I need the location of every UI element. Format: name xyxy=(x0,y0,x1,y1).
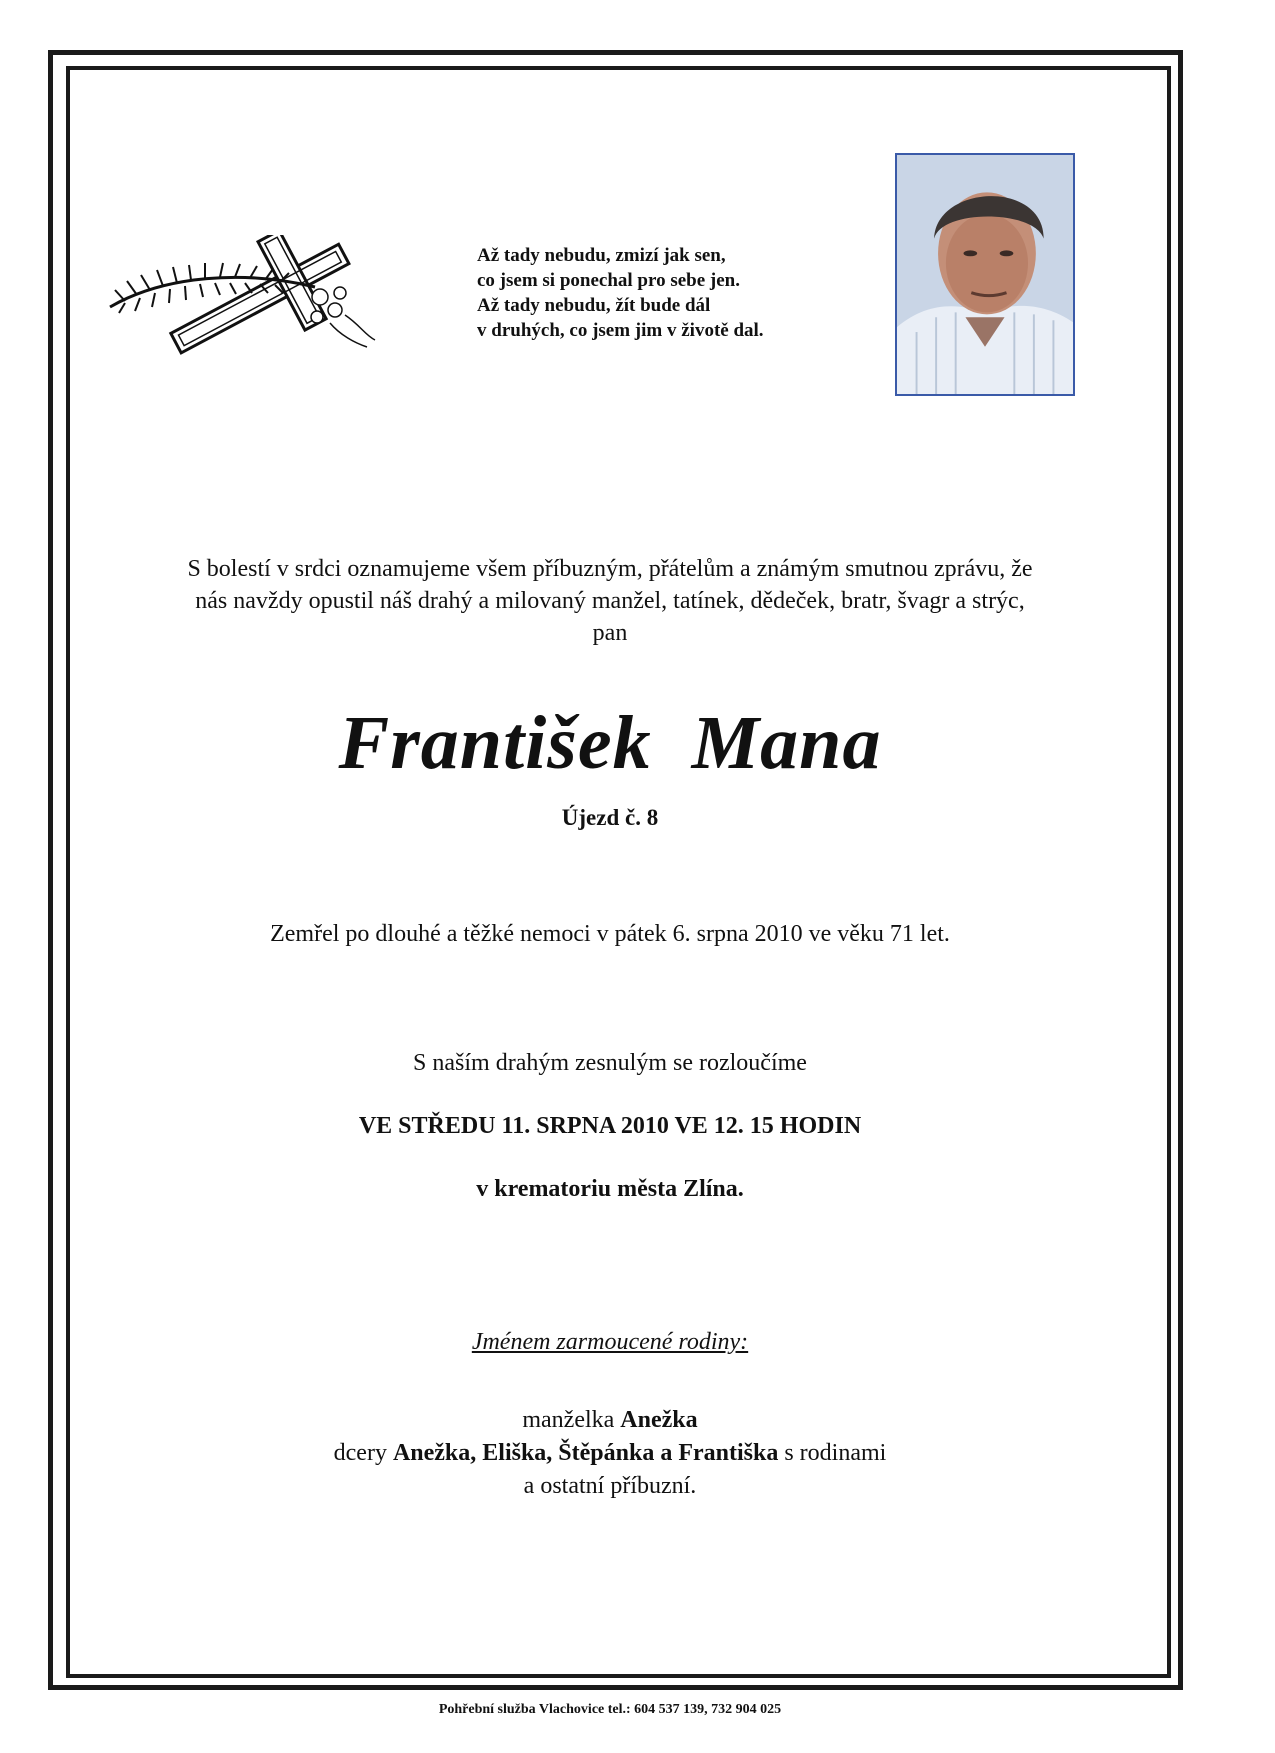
deceased-address: Újezd č. 8 xyxy=(561,805,659,830)
intro-line: nás navždy opustil náš drahý a milovaný manžel, tatínek, dědeček, bratr, švagr a strýc, xyxy=(195,588,1025,614)
wife-name: Anežka xyxy=(620,1407,698,1433)
farewell-date: VE STŘEDU 11. SRPNA 2010 VE 12. 15 HODIN xyxy=(358,1113,862,1139)
family-others-line: a ostatní příbuzní. xyxy=(523,1473,697,1499)
family-list xyxy=(0,1404,1220,1503)
death-notice: Zemřel po dlouhé a těžké nemoci v pátek 6. srpna 2010 ve věku 71 let. xyxy=(270,921,950,947)
funeral-service-footer: Pohřební služba Vlachovice tel.: 604 537 139, 732 904 025 xyxy=(438,1702,782,1717)
poem-line: co jsem si ponechal pro sebe jen. xyxy=(477,270,740,291)
family-wife-line xyxy=(0,1404,1220,1437)
farewell-intro: S naším drahým zesnulým se rozloučíme xyxy=(413,1050,807,1076)
wife-prefix: manželka xyxy=(522,1407,621,1433)
portrait-photo xyxy=(895,153,1075,396)
family-daughters-line xyxy=(0,1437,1220,1470)
cross-with-palm-branch-icon xyxy=(105,235,385,355)
daughters-prefix: dcery xyxy=(333,1440,393,1466)
family-header: Jménem zarmoucené rodiny: xyxy=(471,1329,749,1355)
daughters-names: Anežka, Eliška, Štěpánka a Františka xyxy=(392,1440,779,1466)
farewell-place: v krematoriu města Zlína. xyxy=(476,1176,744,1202)
intro-line: pan xyxy=(592,620,628,646)
daughters-suffix: s rodinami xyxy=(778,1440,887,1466)
announcement-intro xyxy=(100,553,1120,649)
intro-line: S bolestí v srdci oznamujeme všem příbuzným, přátelům a známým smutnou zprávu, že xyxy=(187,556,1033,582)
poem-line: Až tady nebudu, žít bude dál xyxy=(477,295,711,316)
poem-line: v druhých, co jsem jim v životě dal. xyxy=(477,320,764,341)
poem-verse xyxy=(477,243,897,343)
poem-line: Až tady nebudu, zmizí jak sen, xyxy=(477,245,726,266)
deceased-name: František Mana xyxy=(338,701,882,785)
